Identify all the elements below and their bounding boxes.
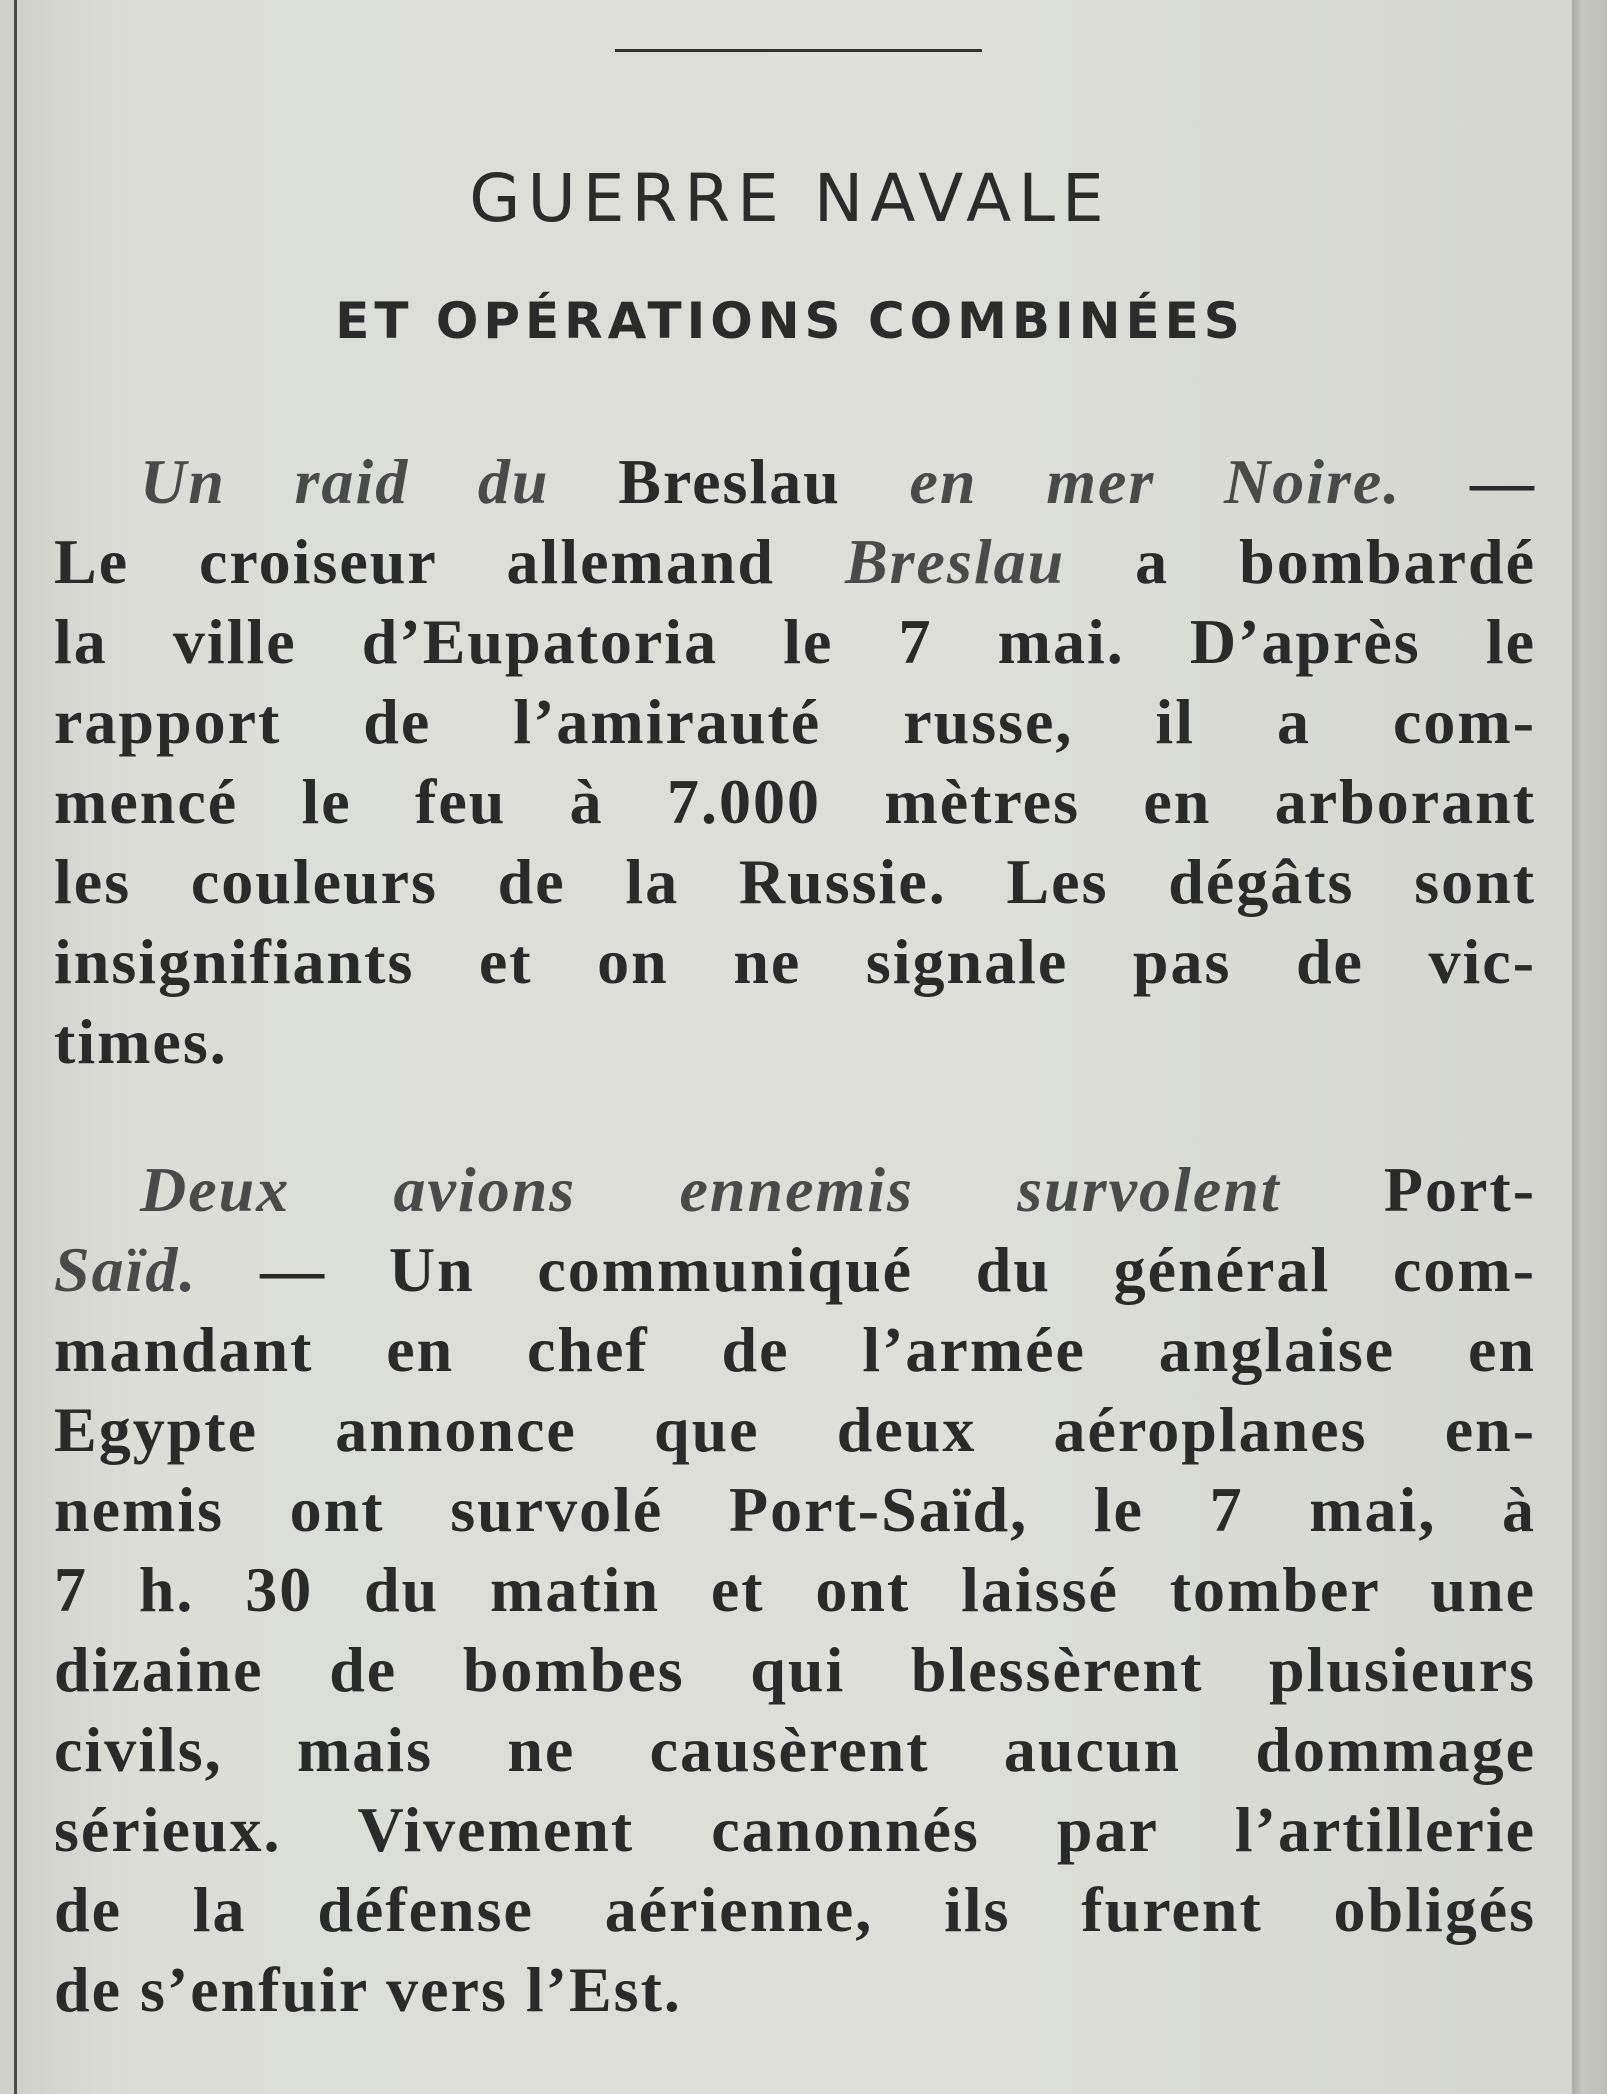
body-text: nemis ont survolé Port-Saïd, le 7 mai, à (54, 1474, 1536, 1545)
italic-text: Deux avions ennemis survolent (140, 1154, 1384, 1225)
body-text: a bombardé (1065, 526, 1537, 597)
body-text: — (1401, 446, 1537, 517)
section-divider (615, 49, 982, 52)
body-text: les couleurs de la Russie. Les dégâts sont (54, 846, 1536, 917)
body-text: rapport de l’amirauté russe, il a com- (54, 686, 1536, 757)
body-text: sérieux. Vivement canonnés par l’artillerie (54, 1794, 1536, 1865)
text-line (54, 1950, 1536, 2030)
section-subtitle: ET OPÉRATIONS COMBINÉES (335, 292, 1245, 350)
article-paragraph-port-said (54, 1150, 1536, 2030)
text-line (54, 1870, 1536, 1950)
body-text: mencé le feu à 7.000 mètres en arborant (54, 766, 1536, 837)
body-text: Le croiseur allemand (54, 526, 845, 597)
body-text: de s’enfuir vers l’Est. (54, 1954, 682, 2025)
body-text: la ville d’Eupatoria le 7 mai. D’après le (54, 606, 1536, 677)
text-line (54, 842, 1536, 922)
text-line (54, 762, 1536, 842)
text-line (54, 1150, 1536, 1230)
text-line (54, 1470, 1536, 1550)
text-line (54, 922, 1536, 1002)
text-line (54, 1790, 1536, 1870)
text-line (54, 1550, 1536, 1630)
text-line (54, 682, 1536, 762)
article-paragraph-breslau (54, 442, 1536, 1082)
body-text: de la défense aérienne, ils furent obligés (54, 1874, 1536, 1945)
body-text: mandant en chef de l’armée anglaise en (54, 1314, 1536, 1385)
text-line (54, 522, 1536, 602)
text-line (54, 1002, 1536, 1082)
body-text: — Un communiqué du général com- (197, 1234, 1536, 1305)
italic-text: Breslau (844, 526, 1066, 597)
italic-text: Saïd. (54, 1234, 198, 1305)
italic-text: Un raid du (140, 446, 619, 517)
italic-text: en mer Noire. (909, 446, 1402, 517)
body-text: dizaine de bombes qui blessèrent plusieurs (54, 1634, 1536, 1705)
text-line (54, 1230, 1536, 1310)
body-text: insignifiants et on ne signale pas de vic- (54, 926, 1536, 997)
body-text: Port- (1383, 1154, 1536, 1225)
body-text: civils, mais ne causèrent aucun dommage (54, 1714, 1536, 1785)
text-line (54, 602, 1536, 682)
text-line (54, 442, 1536, 522)
text-line (54, 1710, 1536, 1790)
text-line (54, 1310, 1536, 1390)
section-title: GUERRE NAVALE (469, 160, 1111, 237)
text-line (54, 1630, 1536, 1710)
body-text: 7 h. 30 du matin et ont laissé tomber une (54, 1554, 1536, 1625)
body-text: Breslau (618, 446, 910, 517)
body-text: times. (54, 1006, 228, 1077)
text-line (54, 1390, 1536, 1470)
body-text: Egypte annonce que deux aéroplanes en- (54, 1394, 1536, 1465)
